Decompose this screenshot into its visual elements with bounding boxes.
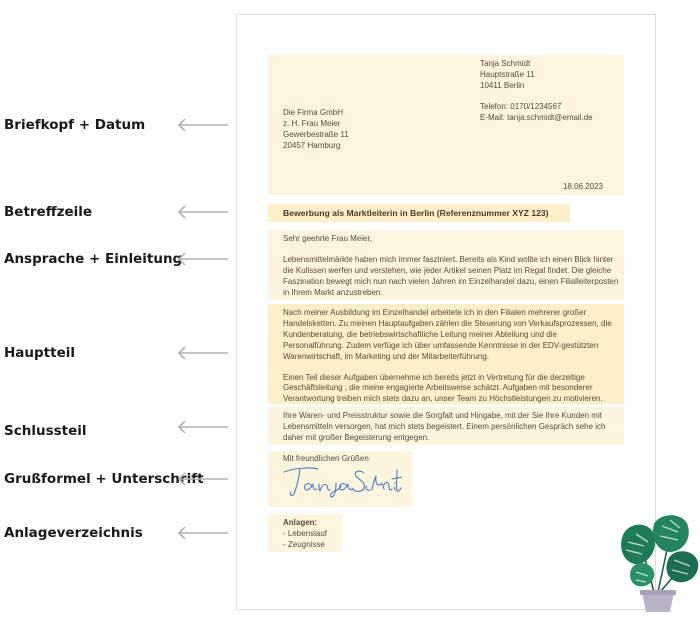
- sender-email: E-Mail: tanja.schmidt@email.de: [480, 112, 593, 122]
- letter-subject: Bewerbung als Marktleiterin in Berlin (Referenznummer XYZ 123): [268, 204, 570, 222]
- arrow-left-icon: [172, 472, 230, 486]
- sender-city: 10411 Berlin: [480, 80, 525, 90]
- letter-closing: [268, 407, 624, 445]
- attachments-title: Anlagen:: [283, 518, 318, 527]
- main-line: Geschäftsleitung , die meine engagierte Arbeitsweise schätzt. Aufgaben mit besonderer: [283, 383, 593, 393]
- closing-line: Lebensmitteln versorgen, hat mich stets begeistert. Einem persönlichen Gespräch sehe ich: [283, 421, 606, 431]
- intro-line: Lebensmittelmärkte haben mich immer fasziniert. Bereits als Kind wollte ich einen Blick hinter: [283, 254, 614, 264]
- label-betreffzeile: Betreffzeile: [4, 204, 93, 220]
- intro-line: in Ihrem Markt anzustreben.: [283, 287, 383, 297]
- main-line: Verantwortung treiben mich stets dazu an, unser Team zu Höchstleistungen zu motivieren.: [283, 394, 603, 404]
- arrow-left-icon: [172, 118, 230, 132]
- letter-date: 18.06.2023: [562, 182, 603, 191]
- letter-header: [268, 55, 624, 195]
- main-line: Handelsketten. Zu meinen Hauptaufgaben zählen die Steuerung von Verkaufsprozessen, die: [283, 318, 612, 328]
- intro-paragraph: [283, 255, 624, 299]
- attachment-item: - Lebenslauf: [283, 528, 328, 538]
- recipient-company: Die Firma GmbH: [283, 108, 344, 117]
- letter-attachments: [268, 514, 342, 552]
- arrow-left-icon: [172, 420, 230, 434]
- intro-line: Faszination bewegt mich nun nach vielen Jahren im Einzelhandel dazu, einen Filialleiterposten: [283, 276, 619, 286]
- potted-plant-icon: [614, 512, 700, 614]
- recipient-city: 20457 Hamburg: [283, 140, 341, 150]
- main-line: Personalführung. Zudem verfüge ich über umfassende Kenntnisse in der EDV-gestützten: [283, 340, 599, 350]
- letter-signature-block: [268, 451, 412, 507]
- sender-name: Tanja Schmidt: [480, 59, 531, 68]
- arrow-left-icon: [172, 205, 230, 219]
- letter-main: [268, 304, 624, 404]
- handwritten-signature: [280, 464, 402, 498]
- main-line: Kundenberatung, die betriebswirtschaftliche Leitung meiner Abteilung und die: [283, 329, 557, 339]
- main-paragraph-1: [283, 308, 624, 363]
- sender-street: Hauptstraße 11: [480, 69, 535, 79]
- label-hauptteil: Hauptteil: [4, 345, 76, 361]
- arrow-left-icon: [172, 526, 230, 540]
- arrow-left-icon: [172, 346, 230, 360]
- main-line: Einen Teil dieser Aufgaben übernehme ich bereits jetzt in Vertretung für die derzeitige: [283, 372, 585, 382]
- closing-line: daher mit großer Begeisterung entgegen.: [283, 432, 430, 442]
- attachment-item: - Zeugnisse: [283, 539, 325, 549]
- greeting: Mit freundlichen Grüßen: [283, 454, 369, 463]
- main-paragraph-2: [283, 373, 624, 406]
- arrow-left-icon: [172, 252, 230, 266]
- salutation: Sehr geehrte Frau Meier,: [283, 234, 372, 243]
- recipient-address: [283, 108, 349, 152]
- label-briefkopf: Briefkopf + Datum: [4, 117, 146, 133]
- label-anlageverzeichnis: Anlageverzeichnis: [4, 525, 143, 541]
- label-ansprache: Ansprache + Einleitung: [4, 251, 183, 267]
- letter-intro: [268, 230, 624, 300]
- label-grussformel: Grußformel + Unterschrift: [4, 471, 204, 487]
- recipient-street: Gewerbestraße 11: [283, 129, 349, 139]
- sender-address: [480, 59, 593, 124]
- recipient-contact: z. H. Frau Meier: [283, 118, 341, 128]
- intro-line: die Kulissen werfen und verstehen, wie jeder Artikel seinen Platz im Regal findet. Die gleiche: [283, 265, 612, 275]
- sender-phone: Telefon: 0170/1234567: [480, 101, 562, 111]
- closing-line: Ihre Waren- und Preisstruktur sowie die Sorgfalt und Hingabe, mit der Sie Ihre Kunden mit: [283, 411, 602, 420]
- main-line: Warenwirtschaft, im Marketing und der Mitarbeiterführung.: [283, 351, 490, 361]
- label-schlussteil: Schlussteil: [4, 423, 87, 439]
- main-line: Nach meiner Ausbildung im Einzelhandel arbeitete ich in den Filialen mehrerer großer: [283, 308, 587, 317]
